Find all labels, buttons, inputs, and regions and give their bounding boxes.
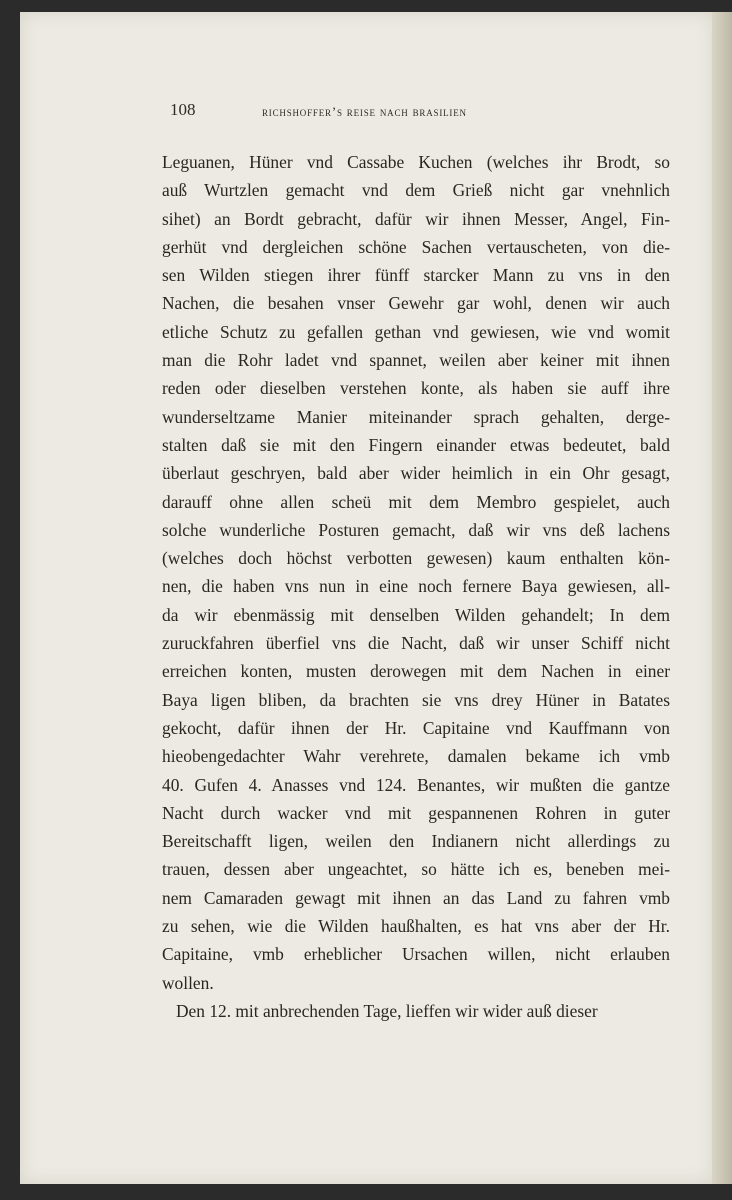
page-number: 108 [170,100,196,119]
text-line: gekocht, dafür ihnen der Hr. Capitaine vnd Kauffmann von [162,717,670,738]
text-line: sen Wilden stiegen ihrer fünff starcker Mann zu vns in den [162,265,670,286]
text-line: wollen. [162,972,214,993]
text-line: Leguanen, Hüner vnd Cassabe Kuchen (welches ihr Brodt, so [162,152,670,172]
text-line: 40. Gufen 4. Anasses vnd 124. Benantes, wir mußten die gantze [162,774,670,795]
text-line: sihet) an Bordt gebracht, dafür wir ihnen Messer, Angel, Fin- [162,208,670,229]
text-line: nen, die haben vns nun in eine noch fernere Baya gewiesen, all- [162,576,670,597]
text-line: Baya ligen bliben, da brachten sie vns drey Hüner in Batates [162,689,670,710]
text-line: erreichen konten, musten derowegen mit dem Nachen in einer [162,661,670,682]
page-header [170,100,660,124]
text-line: trauen, dessen aber ungeachtet, so hätte ich es, beneben mei- [162,859,670,880]
text-line: solche wunderliche Posturen gemacht, daß wir vns deß lachens [162,519,670,540]
text-line: zuruckfahren überfiel vns die Nacht, daß wir unser Schiff nicht [162,633,670,654]
text-line: Capitaine, vmb erheblicher Ursachen willen, nicht erlauben [162,944,670,965]
paragraph-1 [162,148,670,997]
text-line: Nacht durch wacker vnd mit gespannenen Rohren in guter [162,802,670,823]
page-edge [712,12,732,1184]
text-line: nem Camaraden gewagt mit ihnen an das Land zu fahren vmb [162,887,670,908]
text-line: stalten daß sie mit den Fingern einander etwas bedeutet, bald [162,434,670,455]
paragraph-2 [162,997,670,1025]
text-line: reden oder dieselben verstehen konte, als haben sie auff ihre [162,378,670,399]
running-head: richshoffer’s reise nach brasilien [262,104,467,119]
text-line: (welches doch höchst verbotten gewesen) kaum enthalten kön- [162,548,670,569]
text-line: zu sehen, wie die Wilden haußhalten, es hat vns aber der Hr. [162,916,670,937]
text-line: hieobengedachter Wahr verehrete, damalen bekame ich vmb [162,746,670,767]
text-line: Nachen, die besahen vnser Gewehr gar wohl, denen wir auch [162,293,670,314]
text-line: darauff ohne allen scheü mit dem Membro gespielet, auch [162,491,670,512]
text-line: auß Wurtzlen gemacht vnd dem Grieß nicht gar vnehnlich [162,180,670,201]
text-line: gerhüt vnd dergleichen schöne Sachen vertauscheten, von die- [162,236,670,257]
text-line: überlaut geschryen, bald aber wider heimlich in ein Ohr gesagt, [162,463,670,484]
text-line: Bereitschafft ligen, weilen den Indianern nicht allerdings zu [162,831,670,852]
text-line: da wir ebenmässig mit denselben Wilden gehandelt; In dem [162,604,670,625]
text-line: etliche Schutz zu gefallen gethan vnd gewiesen, wie vnd womit [162,321,670,342]
text-line: Den 12. mit anbrechenden Tage, lieffen wir wider auß dieser [176,1000,598,1021]
text-line: wunderseltzame Manier miteinander sprach gehalten, derge- [162,406,670,427]
body-text [162,148,670,1025]
text-line: man die Rohr ladet vnd spannet, weilen aber keiner mit ihnen [162,350,670,371]
